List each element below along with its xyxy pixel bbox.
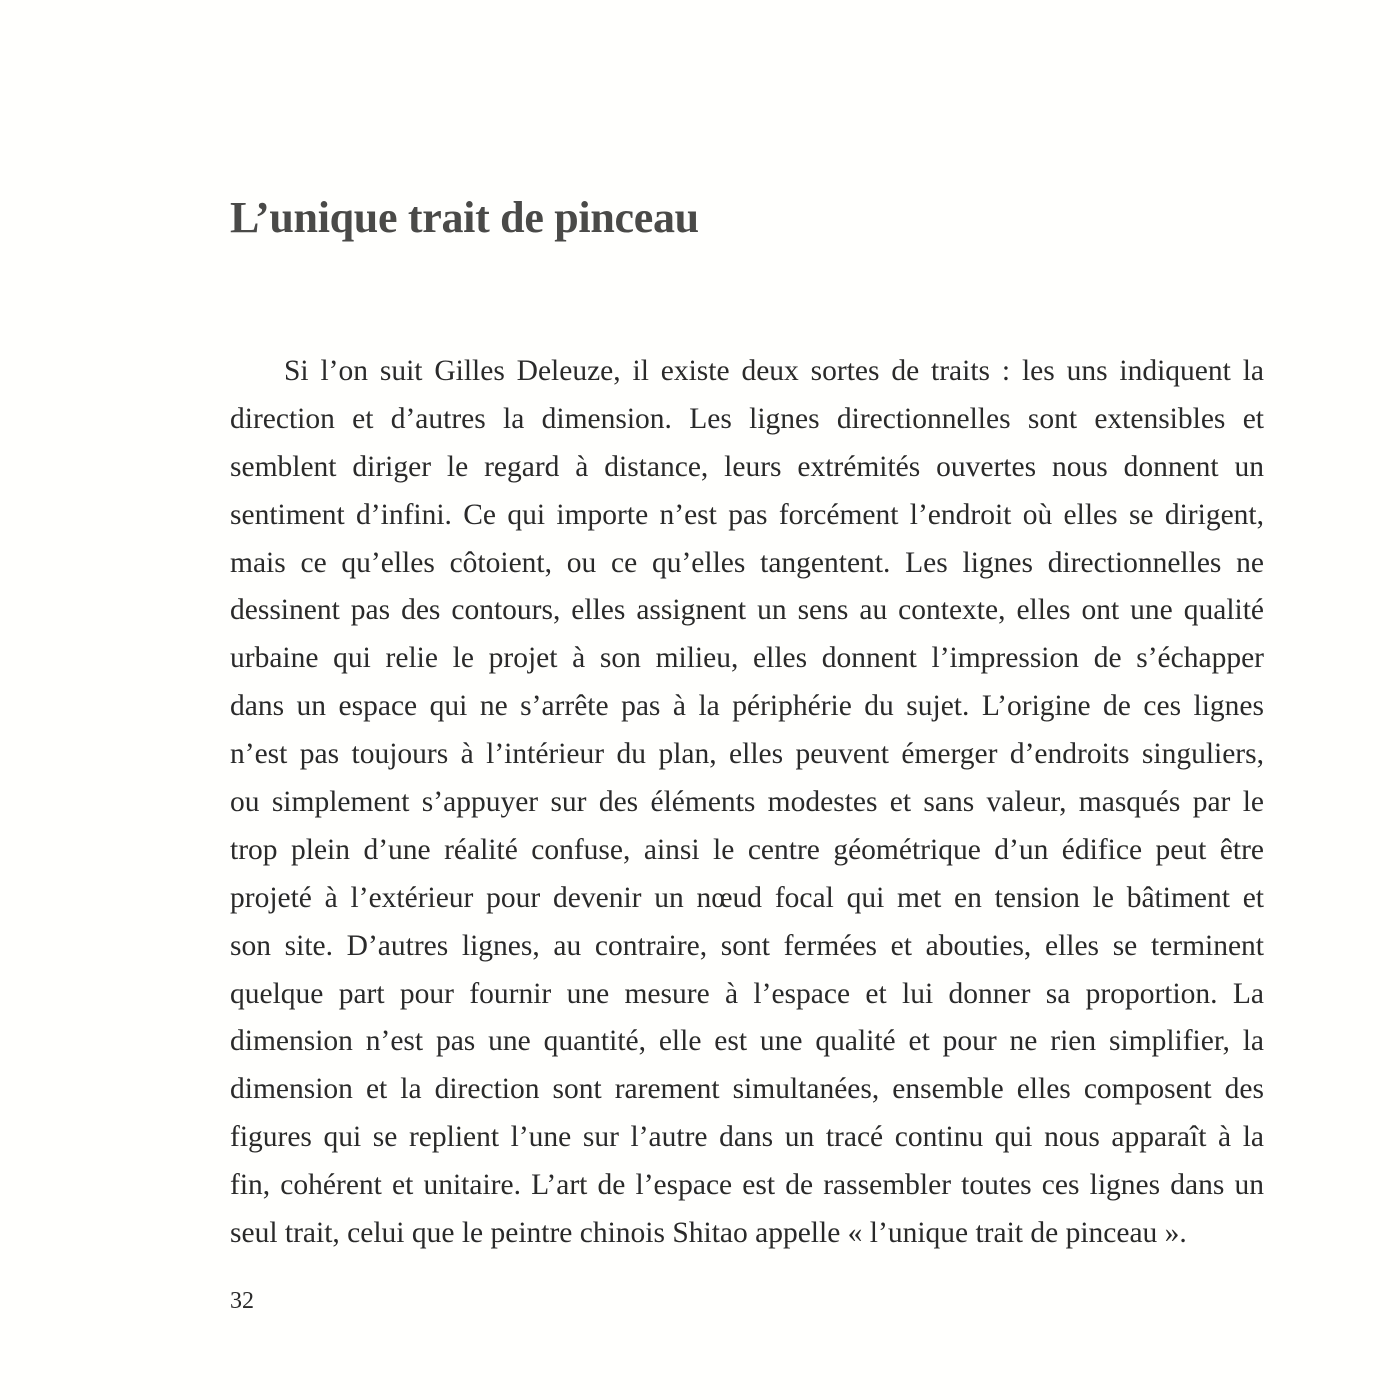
paragraph-line: mais ce qu’elles côtoient, ou ce qu’elles tangentent. Les lignes directionnelles ne	[230, 546, 1264, 579]
paragraph-line: trop plein d’une réalité confuse, ainsi le centre géométrique d’un édifice peut être	[230, 833, 1264, 866]
paragraph-line: semblent diriger le regard à distance, leurs extrémités ouvertes nous donnent un	[230, 450, 1264, 483]
body-paragraph	[230, 348, 1264, 1258]
paragraph-line: projeté à l’extérieur pour devenir un nœud focal qui met en tension le bâtiment et	[230, 881, 1264, 914]
paragraph-line: son site. D’autres lignes, au contraire, sont fermées et abouties, elles se terminent	[230, 929, 1264, 962]
paragraph-line: figures qui se replient l’une sur l’autre dans un tracé continu qui nous apparaît à la	[230, 1121, 1264, 1154]
paragraph-line: ou simplement s’appuyer sur des éléments modestes et sans valeur, masqués par le	[230, 786, 1264, 819]
paragraph-line: n’est pas toujours à l’intérieur du plan, elles peuvent émerger d’endroits singuliers,	[230, 738, 1264, 771]
paragraph-line: seul trait, celui que le peintre chinois Shitao appelle « l’unique trait de pinceau ».	[230, 1217, 1187, 1250]
paragraph-line: urbaine qui relie le projet à son milieu, elles donnent l’impression de s’échapper	[230, 642, 1264, 675]
paragraph-line: direction et d’autres la dimension. Les lignes directionnelles sont extensibles et	[230, 402, 1264, 435]
paragraph-line: dimension n’est pas une quantité, elle est une qualité et pour ne rien simplifier, la	[230, 1025, 1264, 1058]
paragraph-line: dimension et la direction sont rarement simultanées, ensemble elles composent des	[230, 1073, 1264, 1106]
paragraph-line: Si l’on suit Gilles Deleuze, il existe deux sortes de traits : les uns indiquent la	[284, 355, 1264, 387]
chapter-title: L’unique trait de pinceau	[230, 193, 699, 242]
paragraph-line: dans un espace qui ne s’arrête pas à la périphérie du sujet. L’origine de ces lignes	[230, 690, 1264, 723]
paragraph-line: fin, cohérent et unitaire. L’art de l’espace est de rassembler toutes ces lignes dans un	[230, 1169, 1264, 1202]
paragraph-line: sentiment d’infini. Ce qui importe n’est pas forcément l’endroit où elles se dirigent,	[230, 498, 1264, 531]
paragraph-line: quelque part pour fournir une mesure à l’espace et lui donner sa proportion. La	[230, 977, 1264, 1010]
paragraph-line: dessinent pas des contours, elles assignent un sens au contexte, elles ont une qualité	[230, 594, 1264, 627]
page-number: 32	[230, 1288, 254, 1314]
